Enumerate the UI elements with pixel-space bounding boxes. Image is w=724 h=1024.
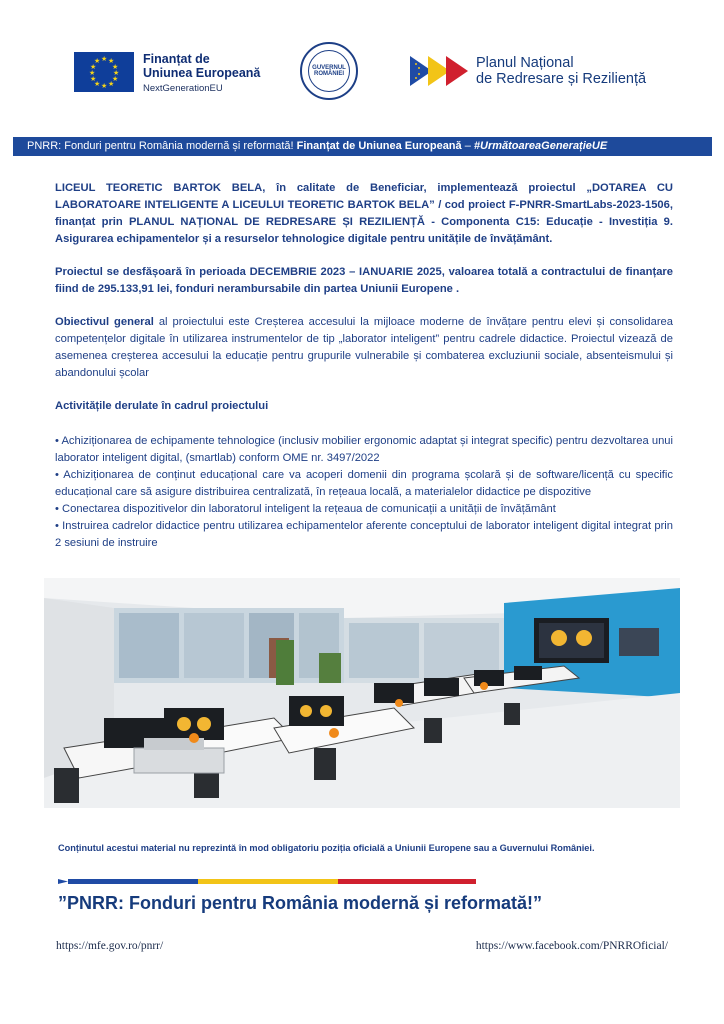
banner-part1: PNRR: Fonduri pentru România modernă și reformată!	[27, 140, 297, 152]
project-intro-paragraph: LICEUL TEORETIC BARTOK BELA, în calitate de Beneficiar, implementează proiectul „DOTAREA CU LABORATOARE INTELIGENTE A LICEULUI TEORETIC BARTOK BELA” / cod proiect F-PNRR-SmartLabs-2023-1506, finanțat prin PLANUL NAȚIONAL DE REDRESARE ȘI REZILIENȚĂ - Componenta C15: Educație - Investiția 9. Asigurarea echipamentelor și a resurselor tehnologice digitale pentru unitățile de învățământ.	[55, 182, 673, 245]
eu-funding-logo	[74, 52, 260, 94]
government-seal-icon	[300, 42, 358, 100]
seal-text: GUVERNUL ROMÂNIEI	[308, 50, 350, 92]
arrow-icon	[58, 879, 68, 884]
pnrr-logo-line1: Planul Național	[476, 55, 574, 71]
list-item: • Achiziționarea de conținut educațional care va acoperi domenii din programa școlară și de software/licență cu specific educațional care să asigure distribuirea centralizată, în rețeaua locală, a materialelor didactice pe dispozitive	[55, 469, 673, 498]
pnrr-slogan: ”PNRR: Fonduri pentru România modernă și reformată!”	[58, 893, 543, 913]
pnrr-banner	[13, 137, 712, 156]
eu-flag-icon: ★ ★ ★ ★ ★ ★ ★ ★ ★ ★ ★ ★	[74, 52, 134, 92]
eu-logo-line2: Uniunea Europeană	[143, 66, 261, 80]
pnrr-triangles-icon	[410, 54, 470, 88]
eu-logo-line3: NextGenerationEU	[143, 83, 223, 94]
list-item: • Achiziționarea de echipamente tehnologice (inclusiv mobilier ergonomic adaptat și integrat specific) pentru dezvoltarea unui laborator inteligent digital, (smartlab) conform OME nr. 3497/2022	[55, 435, 673, 464]
objective-label: Obiectivul general	[55, 316, 154, 328]
banner-part3: –	[461, 140, 474, 152]
banner-hashtag: #UrmătoareaGenerațieUE	[473, 140, 608, 152]
list-item: • Conectarea dispozitivelor din laboratorul inteligent la rețeaua de comunicații a unității de învățământ	[55, 503, 556, 515]
main-content	[55, 180, 673, 552]
divider-blue	[68, 879, 198, 884]
divider-red	[338, 879, 476, 884]
divider-yellow	[198, 879, 338, 884]
objective-paragraph	[55, 314, 673, 382]
pnrr-logo-line2: de Redresare și Reziliență	[476, 71, 647, 87]
objective-text: al proiectului este Creșterea accesului la mijloace moderne de învățare pentru elevi și consolidarea competențelor digitale în utilizarea instrumentelor de tip „laborator inteligent” pentru cadrele didactice. Proiectul vizează de asemenea creșterea accesului la educație pentru grupurile vulnerabile și combaterea excluziunii sociale, absenteismului și abandonului școlar	[55, 316, 673, 379]
pnrr-logo	[410, 54, 646, 88]
disclaimer-text: Conținutul acestui material nu reprezintă în mod obligatoriu poziția oficială a Uniunii Europene sau a Guvernului României.	[58, 843, 595, 853]
facebook-link[interactable]: https://www.facebook.com/PNRROficial/	[475, 940, 668, 952]
classroom-illustration	[44, 578, 680, 808]
logos-header	[0, 38, 724, 108]
activities-title: Activitățile derulate în cadrul proiectului	[55, 400, 269, 412]
tricolor-divider	[58, 879, 476, 884]
activities-list	[55, 433, 673, 552]
project-period-paragraph: Proiectul se desfășoară în perioada DECEMBRIE 2023 – IANUARIE 2025, valoarea totală a contractului de finanțare fiind de 295.133,91 lei, fonduri nerambursabile din partea Uniunii Europene .	[55, 266, 673, 295]
smart-lab-classroom-photo	[44, 578, 680, 808]
eu-logo-line1: Finanțat de	[143, 52, 210, 66]
mfe-link[interactable]: https://mfe.gov.ro/pnrr/	[56, 940, 164, 952]
banner-part2: Finanțat de Uniunea Europeană	[296, 140, 462, 152]
list-item: • Instruirea cadrelor didactice pentru utilizarea echipamentelor aferente conceptului de laborator inteligent digital integrat prin 2 sesiuni de instruire	[55, 520, 673, 549]
